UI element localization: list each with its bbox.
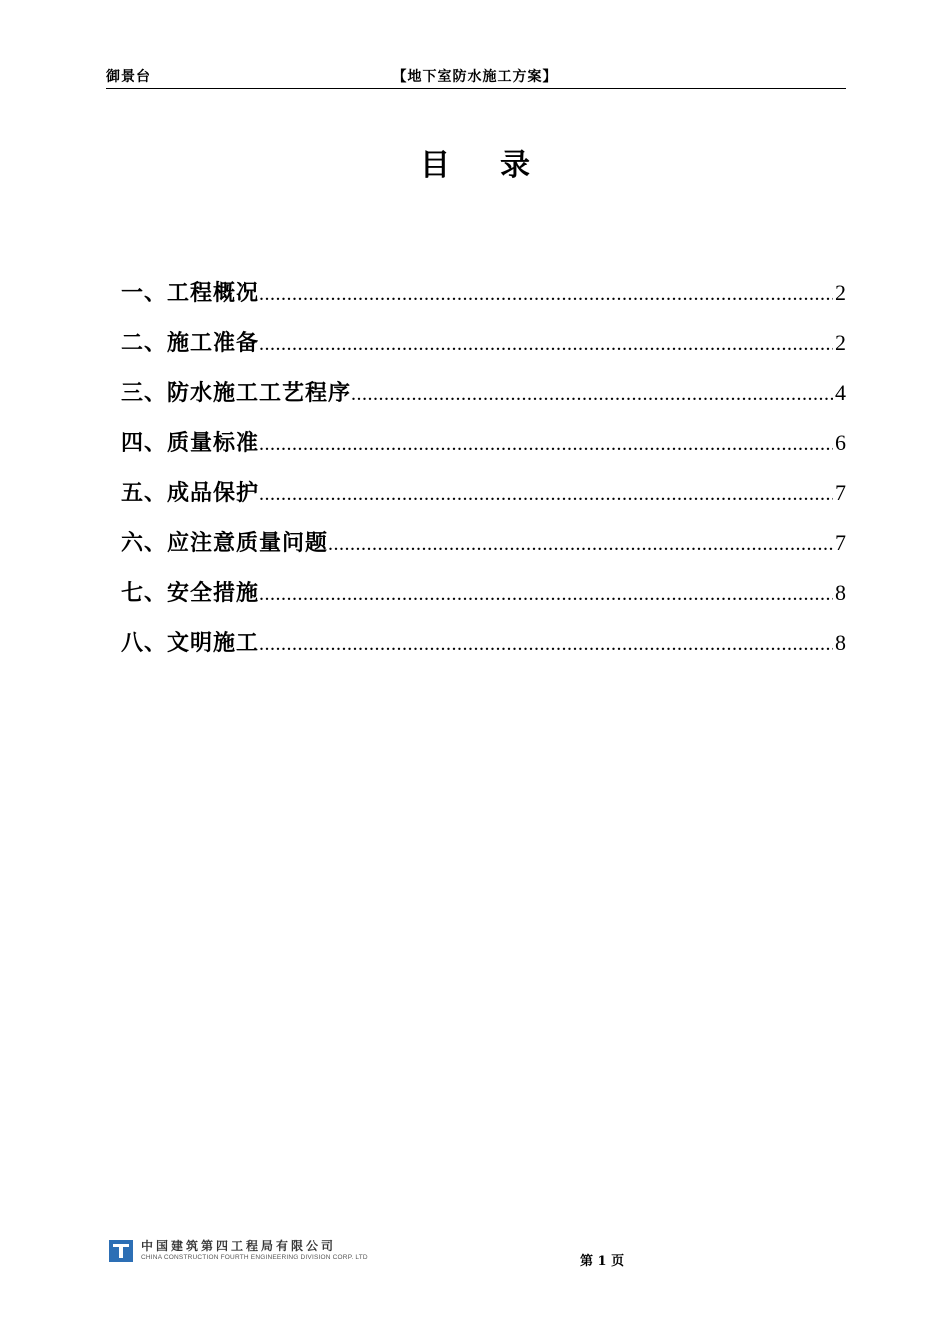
- toc-entry-label: 七、安全措施: [121, 580, 260, 606]
- toc-leader-dots: [259, 333, 833, 356]
- toc-entry-label: 六、应注意质量问题: [121, 530, 329, 556]
- header-project-name: 御景台: [106, 69, 151, 85]
- toc-entry[interactable]: [121, 276, 846, 326]
- toc-leader-dots: [351, 383, 833, 406]
- toc-entry-page: 2: [835, 330, 846, 355]
- toc-entry-page: 4: [835, 380, 846, 405]
- page-number: 第 1 页: [580, 1254, 625, 1269]
- toc-entry-page: 7: [835, 530, 846, 555]
- table-of-contents: [121, 276, 846, 676]
- company-name-block: [141, 1239, 368, 1262]
- toc-entry-page: 6: [835, 430, 846, 455]
- toc-entry[interactable]: [121, 326, 846, 376]
- toc-entry-label: 五、成品保护: [121, 480, 260, 506]
- toc-entry[interactable]: [121, 476, 846, 526]
- toc-entry-label: 四、质量标准: [121, 430, 260, 456]
- toc-leader-dots: [259, 633, 833, 656]
- toc-entry[interactable]: [121, 626, 846, 676]
- toc-entry[interactable]: [121, 426, 846, 476]
- toc-entry[interactable]: [121, 526, 846, 576]
- toc-entry[interactable]: [121, 376, 846, 426]
- toc-entry-page: 2: [835, 280, 846, 305]
- toc-entry[interactable]: [121, 576, 846, 626]
- toc-leader-dots: [259, 483, 833, 506]
- toc-entry-page: 8: [835, 630, 846, 655]
- toc-entry-label: 二、施工准备: [121, 330, 260, 356]
- header-document-title: 【地下室防水施工方案】: [392, 69, 558, 85]
- company-logo-icon: [109, 1240, 133, 1262]
- header-divider: [106, 88, 846, 89]
- toc-entry-label: 八、文明施工: [121, 630, 260, 656]
- company-name-cn: 中国建筑第四工程局有限公司: [141, 1239, 337, 1253]
- toc-entry-label: 三、防水施工工艺程序: [121, 380, 352, 406]
- toc-leader-dots: [259, 583, 833, 606]
- toc-entry-page: 8: [835, 580, 846, 605]
- toc-leader-dots: [328, 533, 833, 556]
- company-name-en: CHINA CONSTRUCTION FOURTH ENGINEERING DIVISION CORP. LTD: [141, 1254, 368, 1261]
- company-logo: [109, 1239, 368, 1262]
- toc-leader-dots: [259, 433, 833, 456]
- page-title: 目录: [420, 148, 580, 183]
- toc-leader-dots: [259, 283, 833, 306]
- toc-entry-page: 7: [835, 480, 846, 505]
- toc-entry-label: 一、工程概况: [121, 280, 260, 306]
